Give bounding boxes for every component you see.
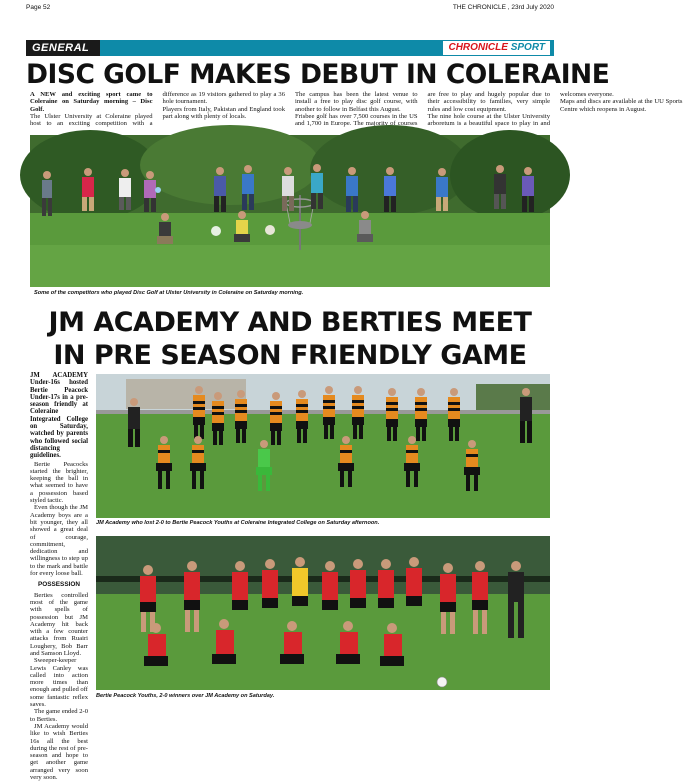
page-folio [26, 4, 554, 14]
section-bar [26, 40, 554, 56]
masthead-logo [443, 41, 550, 55]
disc-golf-lead: A NEW and exciting sport came to Coleraine on Saturday morning – Disc Golf. [30, 91, 153, 113]
disc-golf-body [30, 91, 683, 133]
body-paragraph: Bertie Peacocks started the brighter, keeping the ball in what seemed to have a possession based styled tactic. [30, 460, 88, 505]
body-paragraph: Sweeper-keeper Lewis Canley was called into action more times than enough and pulled off some fantastic reflex saves. [30, 657, 88, 709]
section-tag: GENERAL [26, 40, 100, 56]
bertie-peacock-photo [96, 536, 550, 690]
jm-academy-body [30, 372, 89, 781]
disc-golf-caption: Some of the competitors who played Disc Golf at Ulster University in Coleraine on Saturday morning. [34, 290, 304, 296]
body-paragraph: JM Academy would like to wish Berties 16s all the best during the rest of pre-season and hope to get another game arranged very soon very soon. [30, 722, 88, 781]
edition-date: THE CHRONICLE , 23rd July 2020 [452, 4, 554, 11]
body-paragraph: Players from Italy, Pakistan and England took part along with plenty of locals. [162, 105, 285, 120]
masthead-part1: CHRONICLE [448, 42, 508, 53]
disc-golf-photo [30, 135, 550, 287]
jm-academy-caption: JM Academy who lost 2-0 to Bertie Peacock Youths at Coleraine Integrated College on Saturday afternoon. [96, 520, 380, 526]
possession-subhead: POSSESSION [38, 581, 80, 589]
headline-line-2: IN PRE SEASON FRIENDLY GAME [53, 340, 527, 371]
jm-academy-headline [26, 306, 554, 372]
body-paragraph: The game ended 2-0 to Berties. [30, 708, 89, 723]
jm-academy-lead: JM ACADEMY Under-16s hosted Bertie Peacock Under-17s in a pre-season friendly at Coleraine Integrated College on Saturday, watched by parents who followed social distancing guidelines. [30, 372, 88, 460]
masthead-part2: SPORT [510, 42, 545, 53]
body-paragraph: The campus has been the latest venue to install a free to play disc golf course, with another to follow in Belfast this August. [295, 91, 418, 113]
bertie-peacock-caption: Bertie Peacock Youths, 2-0 winners over JM Academy on Saturday. [96, 693, 275, 699]
body-paragraph: Even though the JM Academy boys are a bit younger, they all showed a great deal of courage, commitment, dedication and willingness to step up to the mark and battle for every loose ball. [30, 504, 88, 578]
body-paragraph: The nine hole course at the Ulster University arboretum is a beautiful space to play in and welcomes everyone. [427, 91, 614, 128]
headline-line-1: JM ACADEMY AND BERTIES MEET [48, 307, 532, 338]
body-paragraph: The Ulster University at Coleraine played host to an exciting competition with a difference as 19 visitors gathered to play a 36 hole tournament. [30, 91, 285, 128]
page-number: Page 52 [26, 4, 51, 11]
jm-academy-photo [96, 374, 550, 518]
body-paragraph: Berties controlled most of the game with spells of possession but JM Academy hit back with a few counter attacks from Ruairi Loughery, Bob Barr and Samson Lloyd. [30, 591, 88, 657]
disc-golf-headline: DISC GOLF MAKES DEBUT IN COLERAINE [26, 59, 610, 90]
body-paragraph: Maps and discs are available at the UU Sports Centre which reopens in August. [560, 98, 683, 113]
body-paragraph: Frisbee golf has over 7,500 courses in the US and 1,700 in Europe. The majority of courses are free to play and hugely popular due to their accessibility to families, very simple rules and low cost equipment. [295, 91, 550, 128]
